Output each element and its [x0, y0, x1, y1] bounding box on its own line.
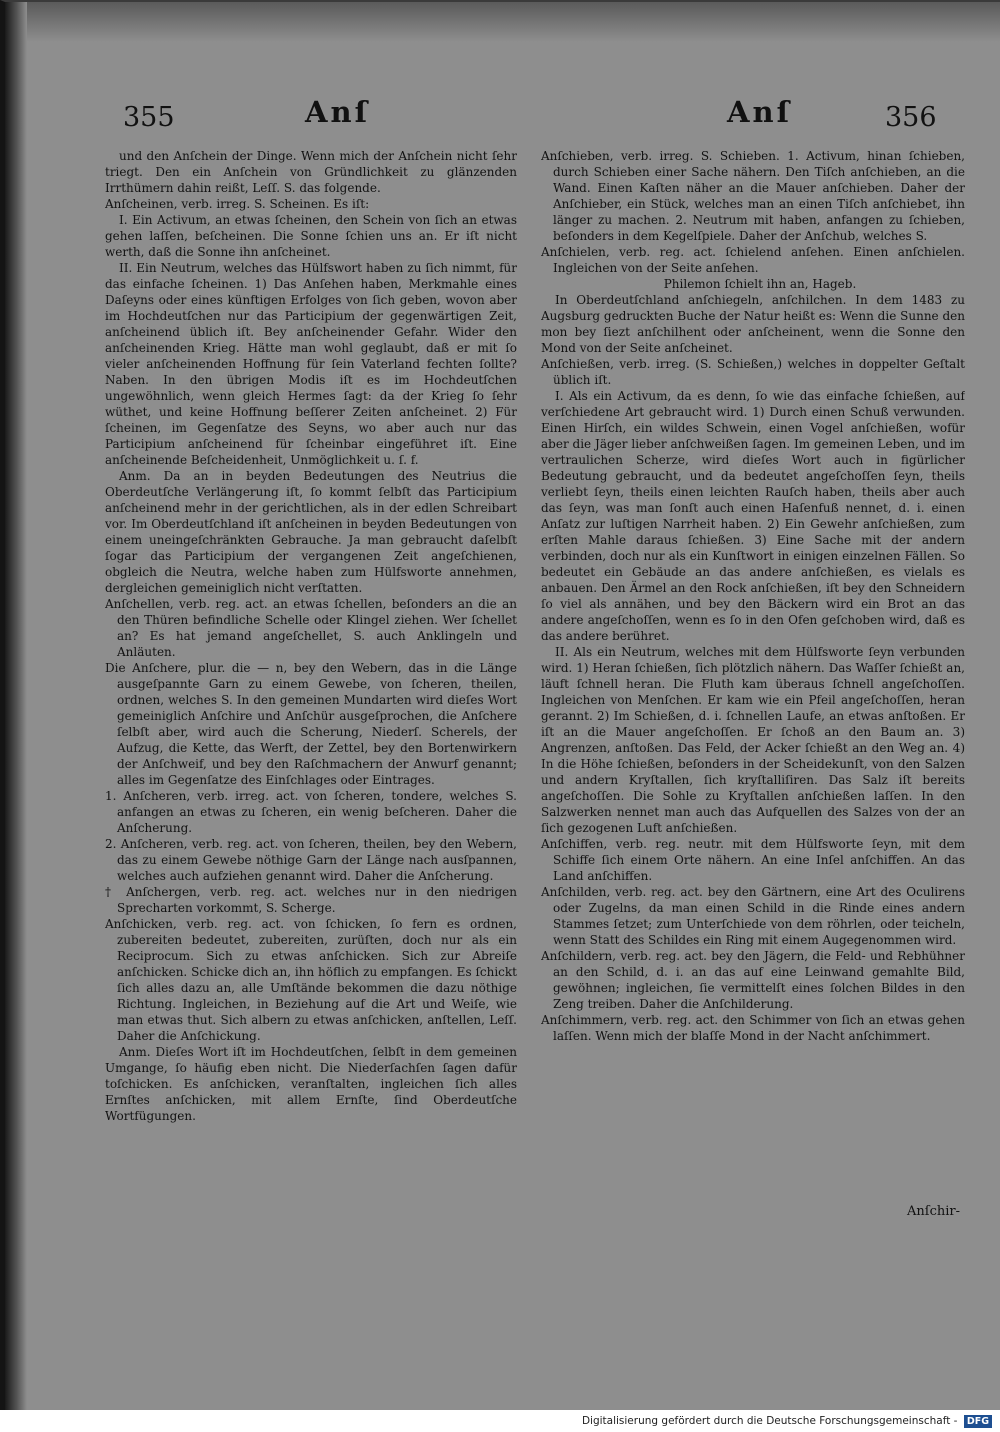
catchword: Anſchir- — [907, 1204, 960, 1219]
entry: Anſchilden, verb. reg. act. bey den Gärtnern, eine Art des Oculirens oder Zugelns, da man einen Schild in die Rinde eines andern Stammes ſetzet; zum Unterſchiede von dem röhrlen, oder teicheln, wenn Statt des Schildes ein Ring mit einem Augegenommen wird. — [541, 885, 965, 947]
paragraph: und den Anſchein der Dinge. Wenn mich der Anſchein nicht ſehr triegt. Den ein Anſchein von Gründlichkeit zu glänzenden Irrthümern dahin reißt, Leſſ. S. das folgende. — [105, 149, 517, 195]
paragraph: In Oberdeutſchland anſchiegeln, anſchilchen. In dem 1483 zu Augsburg gedruckten Buche der Natur heißt es: Wenn die Sunne den mon bey ſiezt anſchilhent oder anſcheinent, wenn die Sonne den Mond von der Seite anſcheinet. — [541, 293, 965, 355]
quotation: Philemon ſchielt ihn an, Hageb. — [663, 277, 857, 291]
right-column — [541, 148, 965, 1210]
footer-bar — [0, 1410, 1000, 1432]
entry: Anſcheinen, verb. irreg. S. Scheinen. Es iſt: — [105, 197, 370, 211]
running-head-left: Anſ — [305, 95, 371, 129]
entry: 1. Anſcheren, verb. irreg. act. von ſcheren, tondere, welches S. anfangen an etwas zu ſcheren, ein wenig beſcheren. Daher die Anſcherung. — [105, 789, 517, 835]
paragraph: I. Als ein Activum, da es denn, ſo wie das einfache ſchießen, auf verſchiedene Art gebraucht wird. 1) Durch einen Schuß verwunden. Einen Hirſch, ein wildes Schwein, einen Vogel anſchießen, wofür aber die Jäger lieber anſchweißen ſagen. Im gemeinen Leben, und im vertraulichen Scherze, wird dieſes Wort auch in figürlicher Bedeutung gebraucht, und da bedeutet angeſchoſſen ſeyn, theils verliebt ſeyn, theils einen leichten Rauſch haben, theils aber auch das ſeyn, was man ſonſt auch einen Haſenfuß nennet, d. i. einen Anſatz zur luſtigen Narrheit haben. 2) Ein Gewehr anſchießen, zum erſten Mahle daraus ſchießen. 3) Eine Sache mit der andern verbinden, doch nur als ein Kunſtwort in einigen einzelnen Fällen. So bedeutet ein Gebäude an das andere anſchießen, es vielals es anbauen. Den Ärmel an den Rock anſchießen, iſt bey den Schneidern ſo viel als annähen, und bey den Bäckern wird ein Brot an das andere angeſchoſſen, wenn es ſo in den Ofen geſchoben wird, daß es das andere berühret. — [541, 389, 965, 643]
entry: Anſchicken, verb. reg. act. von ſchicken, ſo fern es ordnen, zubereiten bedeutet, zubereiten, zurüſten, doch nur als ein Reciprocum. Sich zu etwas anſchicken. Sich zur Abreiſe anſchicken. Schicke dich an, ihn höflich zu empfangen. Es ſchickt ſich alles dazu an, alle Umſtände bekommen die dazu nöthige Richtung. Ingleichen, in Beziehung auf die Art und Weiſe, wie man etwas thut. Sich albern zu etwas anſchicken, anſtellen, Leſſ. Daher die Anſchickung. — [105, 917, 517, 1043]
entry: 2. Anſcheren, verb. reg. act. von ſcheren, theilen, bey den Webern, das zu einem Gewebe nöthige Garn der Länge nach ausſpannen, welches auch aufziehen genannt wird. Daher die Anſcherung. — [105, 837, 517, 883]
footer-credit: Digitalisierung gefördert durch die Deutsche Forschungsgemeinschaft - — [581, 1415, 958, 1427]
entry: † Anſchergen, verb. reg. act. welches nur in den niedrigen Sprecharten vorkommt, S. Scherge. — [105, 885, 517, 915]
paragraph: II. Als ein Neutrum, welches mit dem Hülfsworte ſeyn verbunden wird. 1) Heran ſchießen, ſich plötzlich nähern. Das Waſſer ſchießt an, läuft ſchnell heran. Die Fluth kam überaus ſchnell angeſchoſſen. Ingleichen von Menſchen. Er kam wie ein Pfeil angeſchoſſen, heran gerannt. 2) Im Schießen, d. i. ſchnellen Laufe, an etwas anſtoßen. Er iſt an die Mauer angeſchoſſen. Er ſchoß an den Baum an. 3) Angrenzen, anſtoßen. Das Feld, der Acker ſchießt an den Weg an. 4) In die Höhe ſchießen, beſonders in der Scheidekunſt, von den Salzen und andern Kryſtallen, ſich kryſtalliſiren. Das Salz iſt bereits angeſchoſſen. Die Sohle zu Kryſtallen anſchießen laſſen. In den Salzwerken nennet man auch das Aufquellen des Salzes von der an ſich gezogenen Luft anſchießen. — [541, 645, 965, 835]
entry: Anſchießen, verb. irreg. (S. Schießen,) welches in doppelter Geſtalt üblich iſt. — [541, 357, 965, 387]
dfg-logo-icon: DFG — [964, 1415, 992, 1428]
entry: Anſchielen, verb. reg. act. ſchielend anſehen. Einen anſchielen. Ingleichen von der Seite anſehen. — [541, 245, 965, 275]
entry: Anſchiffen, verb. reg. neutr. mit dem Hülfsworte ſeyn, mit dem Schiffe ſich einem Orte nähern. An eine Inſel anſchiffen. An das Land anſchiffen. — [541, 837, 965, 883]
entry: Anſchieben, verb. irreg. S. Schieben. 1. Activum, hinan ſchieben, durch Schieben einer Sache nähern. Den Tiſch anſchieben, an die Wand. Einen Kaſten näher an die Mauer anſchieben. Daher der Anſchieber, ein Stück, welches man an einen Tiſch anſchiebet, ihn länger zu machen. 2. Neutrum mit haben, anfangen zu ſchieben, beſonders in dem Kegelſpiele. Daher der Anſchub, welches S. — [541, 149, 965, 243]
note: Anm. Da an in beyden Bedeutungen des Neutrius die Oberdeutſche Verlängerung iſt, ſo kommt ſelbſt das Participium anſcheinend mehr in der gerichtlichen, als in der edlen Schreibart vor. Im Oberdeutſchland iſt anſcheinen in beyden Bedeutungen von einem uneingeſchränkten Gebrauche. Ja man gebraucht daſelbſt ſogar das Participium der vergangenen Zeit angeſchienen, obgleich die Neutra, welche haben zum Hülfsworte annehmen, dergleichen gemeiniglich nicht verſtatten. — [105, 469, 517, 595]
running-head-right: Anſ — [727, 95, 793, 129]
paragraph: II. Ein Neutrum, welches das Hülfswort haben zu ſich nimmt, für das einfache ſcheinen. 1) Das Anſehen haben, Merkmahle eines Daſeyns oder eines künftigen Erfolges von ſich geben, wovon aber im Hochdeutſchen nur das Participium der gegenwärtigen Zeit, anſcheinend üblich iſt. Bey anſcheinender Gefahr. Wider den anſcheinenden Krieg. Hätte man wohl geglaubt, daß er mit ſo vieler anſcheinenden Hoffnung für ſein Vaterland fechten ſollte? Naben. In den übrigen Modis iſt es im Hochdeutſchen ungewöhnlich, wenn gleich Hermes ſagt: da der Krieg ſo ſehr wüthet, und keine Hoffnung beſſerer Zeiten anſcheinet. 2) Für ſcheinen, im Gegenſatze des Seyns, wo aber auch nur das Participium anſcheinend für ſcheinbar eingeführet iſt. Eine anſcheinende Beſcheidenheit, Unmöglichkeit u. ſ. f. — [105, 261, 517, 467]
entry: Anſchildern, verb. reg. act. bey den Jägern, die Feld- und Rebhühner an den Schild, d. i. an das auf eine Leinwand gemahlte Bild, gewöhnen; ingleichen, ſie vermittelſt eines ſolchen Bildes in den Zeng treiben. Daher die Anſchilderung. — [541, 949, 965, 1011]
left-column — [105, 148, 517, 1216]
entry: Die Anſchere, plur. die — n, bey den Webern, das in die Länge ausgeſpannte Garn zu einem Gewebe, von ſcheren, theilen, ordnen, welches S. In den gemeinen Mundarten wird dieſes Wort gemeiniglich Anſchire und Anſchür ausgeſprochen, die Anſchere ſelbſt aber, wird auch die Scherung, Niederſ. Scherels, der Aufzug, die Kette, das Werft, der Zettel, bey den Bortenwirkern der Anſchweif, und bey den Raſchmachern der Anwurf genannt; alles im Gegenſatze des Einſchlages oder Eintrages. — [105, 661, 517, 787]
paragraph: I. Ein Activum, an etwas ſcheinen, den Schein von ſich an etwas gehen laſſen, beſcheinen. Die Sonne ſchien uns an. Er iſt nicht werth, daß die Sonne ihn anſcheinet. — [105, 213, 517, 259]
page-binding-edge — [5, 2, 27, 1412]
entry: Anſchimmern, verb. reg. act. den Schimmer von ſich an etwas gehen laſſen. Wenn mich der blaſſe Mond in der Nacht anſchimmert. — [541, 1013, 965, 1043]
page-number-left: 355 — [123, 102, 175, 133]
page-shadow-top — [5, 2, 1000, 42]
entry: Anſchellen, verb. reg. act. an etwas ſchellen, beſonders an die an den Thüren befindliche Schelle oder Klingel ziehen. Wer ſchellet an? Es hat jemand angeſchellet, S. auch Anklingeln und Anläuten. — [105, 597, 517, 659]
page-number-right: 356 — [885, 102, 937, 133]
note: Anm. Dieſes Wort iſt im Hochdeutſchen, ſelbſt in dem gemeinen Umgange, ſo häufig eben nicht. Die Niederſachſen ſagen dafür toſchicken. Es anſchicken, veranſtalten, ingleichen ſich alles Ernſtes anſchicken, mit allem Ernſte, ſind Oberdeutſche Wortfügungen. — [105, 1045, 517, 1123]
